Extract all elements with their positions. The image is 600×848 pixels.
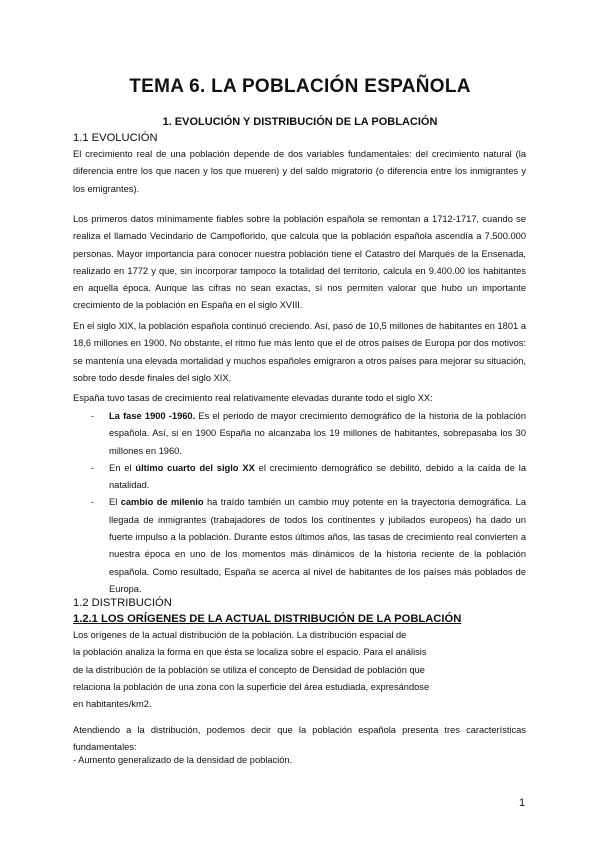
bullet-dash: -: [91, 497, 95, 508]
list-item: [73, 494, 526, 598]
text-line: relaciona la población de una zona con la superficie del área estudiada, expresándose: [73, 681, 430, 692]
bullet-text-pre: En el: [109, 462, 136, 473]
page-number: 1: [519, 797, 526, 809]
bullet-dash: -: [91, 462, 95, 473]
text-line: Los orígenes de la actual distribución de la población. La distribución espacial de: [73, 630, 407, 640]
bullet-text-bold: La fase 1900 -1960.: [109, 411, 196, 421]
subsection-heading-distribucion: 1.2 DISTRIBUCIÓN: [73, 597, 172, 609]
document-title: TEMA 6. LA POBLACIÓN ESPAÑOLA: [129, 76, 471, 97]
list-item: [73, 408, 526, 460]
paragraph-distribucion-3: - Aumento generalizado de la densidad de población.: [73, 755, 293, 765]
paragraph-evolucion-3: En el siglo XIX, la población española continuó creciendo. Así, pasó de 10,5 millones de habitantes en 1801 a 18,6 millones en 1900. No obstante, el ritmo fue más lento que el de otros países de Europa por dos motivos: se mantenía una elevada mortalidad y muchos españoles emigraron a otros países para mejorar su situación, sobre todo desde finales del siglo XIX.: [73, 321, 526, 383]
text-line: la población analiza la forma en que ésta se localiza sobre el espacio. Para el análisis: [73, 647, 427, 658]
bullet-text-post: ha traído también un cambio muy potente en la trayectoria demográfica. La llegada de inmigrantes (trabajadores de todos los continentes y jubilados europeos) ha dado un fuerte impulso a la población. Durante estos últimos años, las tasas de crecimiento real convierten a nuestra época en uno de los momentos más dinámicos de la historia reciente de la población española. Como resultado, España se acerca al nivel de habitantes de los países más poblados de Europa.: [109, 497, 526, 594]
bullet-text-post: Es el periodo de mayor crecimiento demográfico de la historia de la población española. Así, si en 1900 España no alcanzaba los 19 millones de habitantes, sobrepasaba los 30 millones en 1960.: [109, 411, 527, 456]
text-line: en habitantes/km2.: [73, 699, 152, 710]
bullet-text-post: el crecimiento demográfico se debilitó, debido a la caída de la natalidad.: [109, 462, 526, 491]
paragraph-distribucion-2: Atendiendo a la distribución, podemos decir que la población española presenta tres características fundamentales:: [73, 725, 526, 753]
text-line: de la distribución de la población se utiliza el concepto de Densidad de población que: [73, 664, 425, 675]
subsection-heading-evolucion: 1.1 EVOLUCIÓN: [73, 132, 158, 144]
section-heading: 1. EVOLUCIÓN Y DISTRIBUCIÓN DE LA POBLACIÓN: [162, 116, 438, 128]
bullet-text-pre: El: [109, 497, 121, 508]
sub-subsection-heading: 1.2.1 LOS ORÍGENES DE LA ACTUAL DISTRIBUCIÓN DE LA POBLACIÓN: [73, 613, 462, 625]
paragraph-distribucion-1: [73, 627, 526, 713]
paragraph-evolucion-1: El crecimiento real de una población depende de dos variables fundamentales: del crecimiento natural (la diferencia entre los que nacen y los que mueren) y del saldo migratorio (o diferencia entre los inmigrantes y los emigrantes).: [73, 149, 526, 194]
list-item: [73, 460, 526, 495]
bullet-text-bold: último cuarto del siglo XX: [135, 462, 255, 473]
bullet-list: [73, 408, 526, 598]
bullet-dash: -: [91, 411, 95, 421]
bullet-text-bold: cambio de milenio: [120, 497, 204, 508]
paragraph-evolucion-2: Los primeros datos mínimamente fiables sobre la población española se remontan a 1712-1717, cuando se realiza el llamado Vecindario de Campoflorido, que calcula que la población española ascendía a 7.500.000 personas. Mayor importancia para conocer nuestra población tiene el Catastro del Marqués de la Ensenada, realizado en 1772 y que, sin incorporar tampoco la totalidad del territorio, calcula en 9.400.00 los habitantes en aquella época. Aunque las cifras no sean exactas, sí nos permiten valorar que hubo un importante crecimiento de la población en España en el siglo XVIII.: [73, 214, 526, 311]
paragraph-evolucion-4: España tuvo tasas de crecimiento real relativamente elevadas durante todo el siglo XX:: [73, 393, 433, 403]
